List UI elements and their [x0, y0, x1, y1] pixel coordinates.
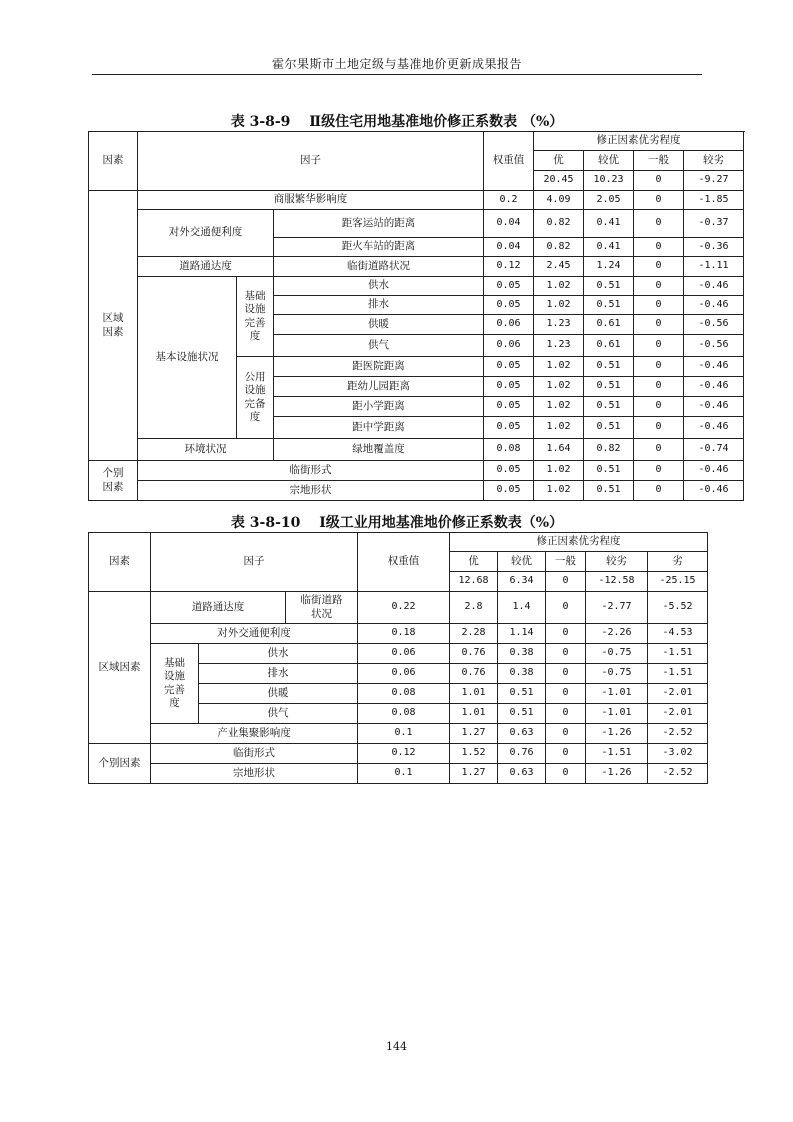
table-row: [89, 461, 744, 481]
row-weight: 0.1: [358, 724, 450, 744]
row-weight: 0.12: [484, 257, 534, 277]
row-value-2: 0: [634, 461, 684, 481]
table2-industrial-correction: [88, 532, 708, 784]
table-row: [89, 439, 744, 461]
cat-infra: 基础 设施 完善 度: [151, 644, 199, 724]
row-value-0: 4.09: [534, 191, 584, 210]
grade-header-2: 一般: [546, 552, 586, 572]
row-weight: 0.05: [484, 296, 534, 315]
cat-public: 公用 设施 完备 度: [237, 357, 274, 439]
row-value-1: 0.82: [584, 439, 634, 461]
row-value-4: -3.02: [648, 744, 708, 764]
row-value-0: 1.64: [534, 439, 584, 461]
row-label: 距医院距离: [274, 357, 484, 377]
table-row: [89, 592, 708, 624]
row-label: 宗地形状: [138, 481, 484, 501]
base-value-2: 0: [546, 572, 586, 592]
group-individual: 个别因素: [89, 744, 151, 784]
row-value-2: 0: [634, 315, 684, 335]
row-label: 绿地覆盖度: [274, 439, 484, 461]
row-value-3: -0.36: [684, 238, 744, 257]
row-label: 临街道路 状况: [286, 592, 358, 624]
row-value-2: 0: [546, 704, 586, 724]
row-value-1: 0.51: [498, 704, 546, 724]
row-value-0: 1.23: [534, 335, 584, 357]
grade-header-3: 较劣: [586, 552, 648, 572]
row-value-1: 0.41: [584, 238, 634, 257]
cat-road: 道路通达度: [138, 257, 274, 277]
row-value-3: -1.51: [586, 744, 648, 764]
row-value-4: -5.52: [648, 592, 708, 624]
row-value-0: 1.27: [450, 724, 498, 744]
row-weight: 0.06: [358, 664, 450, 684]
table-row: [89, 481, 744, 501]
table-row: [89, 744, 708, 764]
row-weight: 0.05: [484, 377, 534, 397]
row-value-0: 2.45: [534, 257, 584, 277]
table-row: [89, 764, 708, 784]
row-value-1: 0.38: [498, 664, 546, 684]
row-weight: 0.05: [484, 397, 534, 417]
row-value-3: -0.46: [684, 481, 744, 501]
row-value-2: 0: [546, 624, 586, 644]
row-value-0: 2.28: [450, 624, 498, 644]
row-label: 距幼儿园距离: [274, 377, 484, 397]
row-label: 排水: [199, 664, 358, 684]
row-value-2: 0: [634, 377, 684, 397]
row-value-4: -2.01: [648, 704, 708, 724]
row-weight: 0.08: [358, 684, 450, 704]
row-value-2: 0: [634, 296, 684, 315]
group-region: 区域 因素: [89, 191, 138, 461]
table-row: [89, 277, 744, 296]
cat-basic: 基本设施状况: [138, 277, 237, 439]
row-weight: 0.06: [484, 315, 534, 335]
row-value-3: -0.46: [684, 277, 744, 296]
row-label: 对外交通便利度: [151, 624, 358, 644]
row-value-3: -2.77: [586, 592, 648, 624]
base-value-3: -9.27: [684, 171, 744, 191]
row-value-3: -0.46: [684, 296, 744, 315]
row-value-3: -1.01: [586, 704, 648, 724]
row-value-2: 0: [546, 664, 586, 684]
row-value-0: 1.02: [534, 357, 584, 377]
row-value-2: 0: [634, 191, 684, 210]
row-value-1: 0.51: [584, 417, 634, 439]
base-value-2: 0: [634, 171, 684, 191]
row-value-2: 0: [634, 397, 684, 417]
row-value-0: 1.02: [534, 277, 584, 296]
row-weight: 0.06: [358, 644, 450, 664]
cat-env: 环境状况: [138, 439, 274, 461]
row-value-0: 1.27: [450, 764, 498, 784]
row-value-2: 0: [634, 277, 684, 296]
row-label: 宗地形状: [151, 764, 358, 784]
row-weight: 0.2: [484, 191, 534, 210]
row-value-0: 1.23: [534, 315, 584, 335]
row-value-3: -0.56: [684, 315, 744, 335]
header-degree: 修正因素优劣程度: [534, 132, 744, 151]
row-weight: 0.04: [484, 238, 534, 257]
row-label: 供水: [199, 644, 358, 664]
row-weight: 0.18: [358, 624, 450, 644]
row-value-1: 0.51: [584, 296, 634, 315]
row-value-2: 0: [634, 481, 684, 501]
row-value-3: -0.46: [684, 417, 744, 439]
row-value-4: -2.52: [648, 764, 708, 784]
row-value-1: 0.51: [498, 684, 546, 704]
row-label: 供气: [199, 704, 358, 724]
page-number: 144: [386, 1040, 407, 1053]
row-value-3: -2.26: [586, 624, 648, 644]
row-weight: 0.22: [358, 592, 450, 624]
cat-infra: 基础 设施 完善 度: [237, 277, 274, 357]
base-value-0: 12.68: [450, 572, 498, 592]
cat-road: 道路通达度: [151, 592, 286, 624]
header-rule: [92, 74, 702, 75]
row-value-1: 0.51: [584, 461, 634, 481]
row-value-2: 0: [634, 238, 684, 257]
base-value-3: -12.58: [586, 572, 648, 592]
row-value-3: -0.75: [586, 644, 648, 664]
header-degree: 修正因素优劣程度: [450, 533, 708, 552]
row-label: 临街道路状况: [274, 257, 484, 277]
table-row: [89, 644, 708, 664]
base-value-4: -25.15: [648, 572, 708, 592]
row-value-1: 0.38: [498, 644, 546, 664]
row-value-1: 0.51: [584, 481, 634, 501]
row-weight: 0.05: [484, 461, 534, 481]
row-weight: 0.05: [484, 481, 534, 501]
table-row: [89, 210, 744, 238]
row-value-2: 0: [546, 764, 586, 784]
header-weight: 权重值: [484, 132, 534, 191]
grade-header-0: 优: [450, 552, 498, 572]
row-label: 供气: [274, 335, 484, 357]
row-value-1: 2.05: [584, 191, 634, 210]
base-value-1: 10.23: [584, 171, 634, 191]
header-factor: 因素: [89, 533, 151, 592]
row-value-3: -0.46: [684, 377, 744, 397]
row-value-0: 1.01: [450, 704, 498, 724]
row-value-1: 1.24: [584, 257, 634, 277]
header-subfactor: 因子: [138, 132, 484, 191]
base-value-1: 6.34: [498, 572, 546, 592]
table1-residential-correction: [88, 131, 744, 501]
header-factor: 因素: [89, 132, 138, 191]
row-value-0: 0.76: [450, 664, 498, 684]
row-value-3: -0.37: [684, 210, 744, 238]
row-weight: 0.06: [484, 335, 534, 357]
row-value-0: 1.02: [534, 417, 584, 439]
row-value-3: -0.46: [684, 357, 744, 377]
row-label: 供暖: [274, 315, 484, 335]
row-value-4: -4.53: [648, 624, 708, 644]
grade-header-0: 优: [534, 151, 584, 171]
row-label: 排水: [274, 296, 484, 315]
row-value-3: -1.85: [684, 191, 744, 210]
row-value-1: 0.61: [584, 335, 634, 357]
row-value-2: 0: [546, 724, 586, 744]
row-value-3: -0.75: [586, 664, 648, 684]
row-value-1: 0.76: [498, 744, 546, 764]
row-value-0: 1.02: [534, 377, 584, 397]
row-value-0: 1.02: [534, 296, 584, 315]
row-label: 距火车站的距离: [274, 238, 484, 257]
row-value-3: -1.26: [586, 764, 648, 784]
row-label: 商服繁华影响度: [138, 191, 484, 210]
row-value-0: 0.82: [534, 210, 584, 238]
row-weight: 0.08: [484, 439, 534, 461]
row-value-1: 0.51: [584, 357, 634, 377]
grade-header-3: 较劣: [684, 151, 744, 171]
cat-traffic: 对外交通便利度: [138, 210, 274, 257]
row-value-0: 1.02: [534, 481, 584, 501]
row-value-4: -1.51: [648, 644, 708, 664]
grade-header-1: 较优: [498, 552, 546, 572]
row-value-1: 0.51: [584, 377, 634, 397]
row-value-3: -1.01: [586, 684, 648, 704]
row-value-0: 1.52: [450, 744, 498, 764]
row-value-3: -0.74: [684, 439, 744, 461]
row-value-2: 0: [634, 417, 684, 439]
row-value-2: 0: [546, 744, 586, 764]
row-value-3: -0.56: [684, 335, 744, 357]
row-label: 临街形式: [138, 461, 484, 481]
row-value-4: -2.01: [648, 684, 708, 704]
table-row: [89, 724, 708, 744]
row-value-0: 0.76: [450, 644, 498, 664]
row-value-1: 0.63: [498, 724, 546, 744]
row-value-0: 1.02: [534, 461, 584, 481]
row-value-1: 1.4: [498, 592, 546, 624]
row-value-3: -0.46: [684, 397, 744, 417]
row-value-1: 0.51: [584, 277, 634, 296]
row-value-4: -1.51: [648, 664, 708, 684]
group-region: 区域因素: [89, 592, 151, 744]
row-label: 产业集聚影响度: [151, 724, 358, 744]
header-weight: 权重值: [358, 533, 450, 592]
grade-header-2: 一般: [634, 151, 684, 171]
row-value-1: 0.41: [584, 210, 634, 238]
row-label: 距中学距离: [274, 417, 484, 439]
row-value-1: 0.51: [584, 397, 634, 417]
row-value-1: 0.63: [498, 764, 546, 784]
row-weight: 0.1: [358, 764, 450, 784]
table-row: [89, 257, 744, 277]
row-value-2: 0: [634, 257, 684, 277]
grade-header-4: 劣: [648, 552, 708, 572]
row-value-0: 1.02: [534, 397, 584, 417]
row-weight: 0.08: [358, 704, 450, 724]
row-value-1: 0.61: [584, 315, 634, 335]
row-label: 临街形式: [151, 744, 358, 764]
table1-caption: 表 3-8-9 Ⅱ级住宅用地基准地价修正系数表 （%）: [230, 114, 564, 130]
base-value-0: 20.45: [534, 171, 584, 191]
row-value-2: 0: [634, 335, 684, 357]
running-header: 霍尔果斯市土地定级与基准地价更新成果报告: [271, 57, 522, 71]
row-value-3: -1.11: [684, 257, 744, 277]
row-value-2: 0: [634, 210, 684, 238]
header-subfactor: 因子: [151, 533, 358, 592]
table2-caption: 表 3-8-10 Ⅰ级工业用地基准地价修正系数表（%）: [230, 515, 564, 531]
grade-header-1: 较优: [584, 151, 634, 171]
row-weight: 0.05: [484, 277, 534, 296]
table-row: [89, 624, 708, 644]
row-value-3: -0.46: [684, 461, 744, 481]
row-weight: 0.05: [484, 357, 534, 377]
row-value-2: 0: [634, 439, 684, 461]
row-value-2: 0: [634, 357, 684, 377]
row-value-2: 0: [546, 592, 586, 624]
row-value-0: 0.82: [534, 238, 584, 257]
row-weight: 0.12: [358, 744, 450, 764]
table-row: [89, 191, 744, 210]
row-value-2: 0: [546, 644, 586, 664]
row-label: 距小学距离: [274, 397, 484, 417]
row-value-0: 1.01: [450, 684, 498, 704]
row-weight: 0.04: [484, 210, 534, 238]
row-weight: 0.05: [484, 417, 534, 439]
row-label: 距客运站的距离: [274, 210, 484, 238]
row-value-1: 1.14: [498, 624, 546, 644]
row-value-2: 0: [546, 684, 586, 704]
row-label: 供水: [274, 277, 484, 296]
row-value-0: 2.8: [450, 592, 498, 624]
group-individual: 个别 因素: [89, 461, 138, 501]
row-value-4: -2.52: [648, 724, 708, 744]
row-value-3: -1.26: [586, 724, 648, 744]
row-label: 供暖: [199, 684, 358, 704]
